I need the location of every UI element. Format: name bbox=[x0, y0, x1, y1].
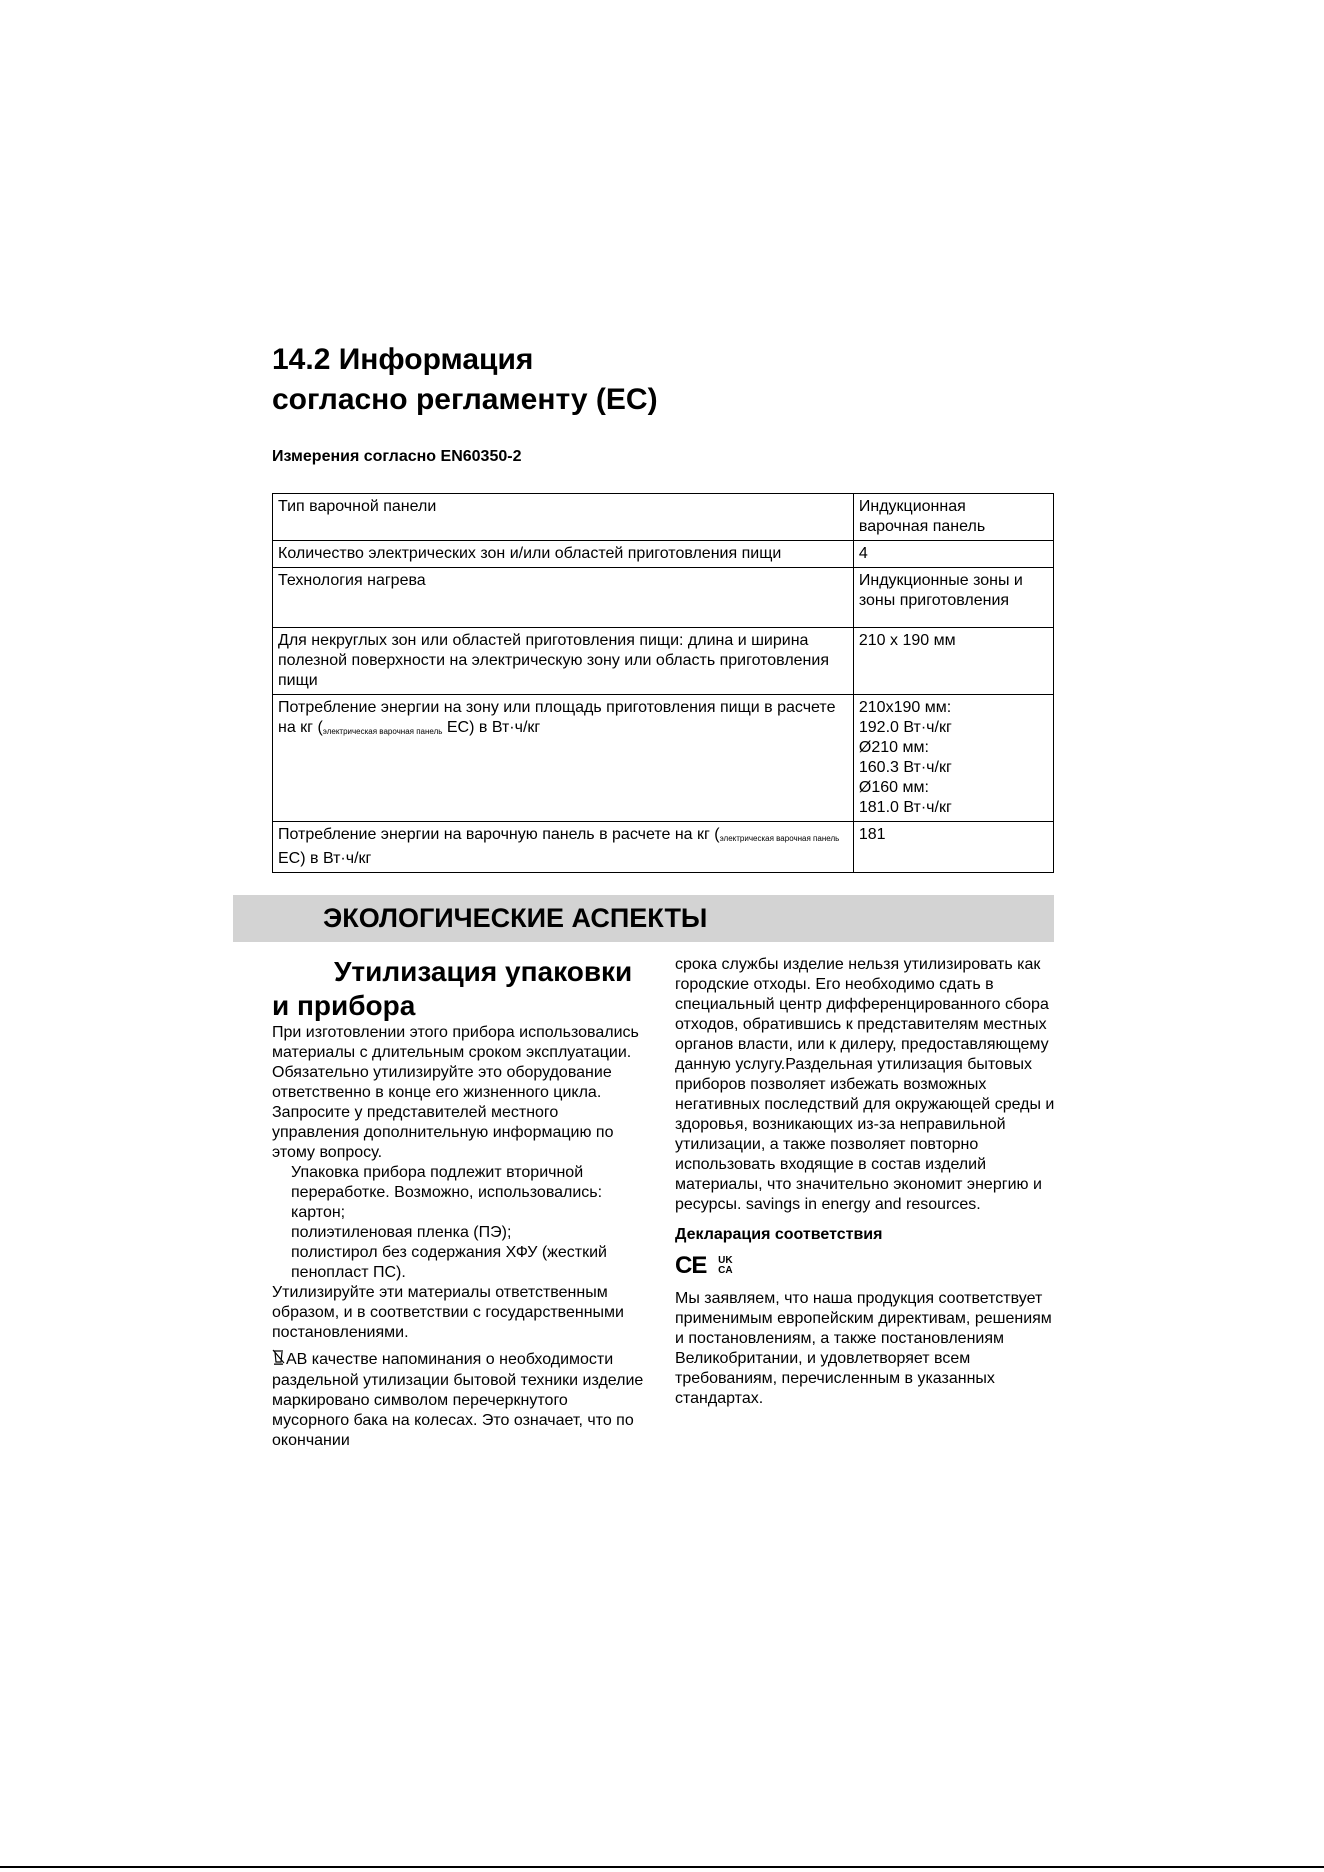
responsible-paragraph: Утилизируйте эти материалы ответственным образом, и в соответствии с государственными постановлениями. bbox=[272, 1284, 624, 1341]
row-label: Потребление энергии на варочную панель в расчете на кг ($_{электрическая варочная панель}$ EC) в Вт·ч/кг bbox=[273, 822, 854, 873]
list-item: полиэтиленовая пленка (ПЭ); bbox=[291, 1224, 512, 1241]
row-value: 181 bbox=[853, 822, 1053, 873]
row-value: Индукционные зоны и зоны приготовления bbox=[853, 568, 1053, 628]
disposal-heading: Утилизация упаковки и прибора bbox=[272, 956, 633, 1021]
declaration-text: Мы заявляем, что наша продукция соответствует применимым европейским директивам, решениям и постановлениям, а также постановлениям Великобритании, и удовлетворяет всем требованиям, перечисленным в указанных стандартах. bbox=[675, 1290, 1052, 1407]
weee-paragraph: АВ качестве напоминания о необходимости раздельной утилизации бытовой техники изделие маркировано символом перечеркнутого мусорного бака на колесах. Это означает, что по окончании bbox=[272, 1351, 644, 1449]
eco-section-band bbox=[233, 895, 1054, 942]
measurement-subtitle: Измерения согласно EN60350-2 bbox=[272, 448, 522, 465]
row-label: Технология нагрева bbox=[273, 568, 854, 628]
title-line-1: 14.2 Информация bbox=[272, 343, 534, 376]
table-row bbox=[273, 494, 1054, 541]
weee-continuation: срока службы изделие нельзя утилизировать как городские отходы. Его необходимо сдать в специальный центр дифференцированного сбора отходов, обратившись к представителям местных органов власти, или к дилеру, предоставляющему данную услугу.Раздельная утилизация бытовых приборов позволяет избежать возможных негативных последствий для окружающей среды и здоровья, возникающих из-за неправильной утилизации, а также позволяет повторно использовать входящие в состав изделий материалы, что значительно экономит энергию и ресурсы. savings in energy and resources. bbox=[675, 956, 1055, 1213]
row-value: 210 x 190 мм bbox=[853, 628, 1053, 695]
section-title bbox=[272, 340, 658, 420]
packaging-list bbox=[272, 1163, 644, 1283]
row-label: Количество электрических зон и/или областей приготовления пищи bbox=[273, 541, 854, 568]
table-row bbox=[273, 628, 1054, 695]
row-label: Для некруглых зон или областей приготовления пищи: длина и ширина полезной поверхности на электрическую зону или область приготовления пищи bbox=[273, 628, 854, 695]
crossed-bin-icon bbox=[272, 1349, 286, 1371]
list-item: полистирол без содержания ХФУ (жесткий пенопласт ПС). bbox=[291, 1244, 607, 1281]
ce-mark-icon: CE bbox=[675, 1252, 707, 1279]
eco-left-column bbox=[272, 955, 644, 1451]
row-value: Индукционная варочная панель bbox=[853, 494, 1053, 541]
eco-section-title: ЭКОЛОГИЧЕСКИЕ АСПЕКТЫ bbox=[323, 903, 708, 933]
table-row bbox=[273, 695, 1054, 822]
table-row bbox=[273, 541, 1054, 568]
spec-table bbox=[272, 493, 1054, 873]
eco-right-column bbox=[675, 955, 1055, 1409]
footer-rule bbox=[0, 1866, 1324, 1868]
table-row bbox=[273, 822, 1054, 873]
row-value: 210x190 мм: 192.0 Вт·ч/кг Ø210 мм: 160.3 Вт·ч/кг Ø160 мм: 181.0 Вт·ч/кг bbox=[853, 695, 1053, 822]
title-line-2: согласно регламенту (ЕС) bbox=[272, 383, 658, 416]
conformity-marks bbox=[675, 1253, 1055, 1279]
declaration-title: Декларация соответствия bbox=[675, 1226, 883, 1243]
row-label: Тип варочной панели bbox=[273, 494, 854, 541]
table-row bbox=[273, 568, 1054, 628]
row-label: Потребление энергии на зону или площадь приготовления пищи в расчете на кг ($_{электрическая варочная панель}$ EC) в Вт·ч/кг bbox=[273, 695, 854, 822]
ukca-mark-icon: UK CA bbox=[718, 1255, 733, 1276]
intro-paragraph: При изготовлении этого прибора использовались материалы с длительным сроком эксплуатации. Обязательно утилизируйте это оборудование ответственно в конце его жизненного цикла. Запросите у представителей местного управления дополнительную информацию по этому вопросу. bbox=[272, 1024, 639, 1161]
list-item: Упаковка прибора подлежит вторичной переработке. Возможно, использовались: картон; bbox=[291, 1164, 603, 1221]
row-value: 4 bbox=[853, 541, 1053, 568]
